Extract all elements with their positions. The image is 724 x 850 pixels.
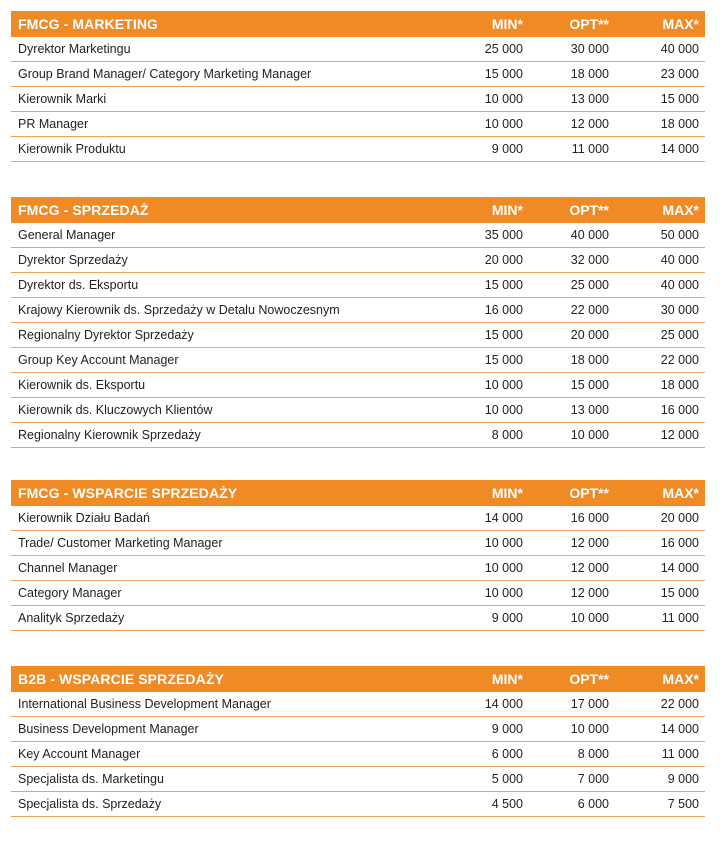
opt-value: 16 000 xyxy=(570,511,609,525)
table-header xyxy=(11,480,705,506)
max-value: 14 000 xyxy=(660,561,699,575)
max-value: 25 000 xyxy=(660,328,699,342)
min-value: 14 000 xyxy=(484,511,523,525)
position-name: Dyrektor ds. Eksportu xyxy=(18,278,139,292)
table-row xyxy=(11,606,705,631)
position-name: International Business Development Manager xyxy=(18,697,271,711)
opt-value: 12 000 xyxy=(570,117,609,131)
max-value: 20 000 xyxy=(660,511,699,525)
min-value: 15 000 xyxy=(484,353,523,367)
max-value: 50 000 xyxy=(660,228,699,242)
min-value: 6 000 xyxy=(491,747,523,761)
table-row xyxy=(11,506,705,531)
position-name: Category Manager xyxy=(18,586,122,600)
col-opt: OPT** xyxy=(569,16,609,32)
max-value: 15 000 xyxy=(660,586,699,600)
min-value: 35 000 xyxy=(484,228,523,242)
position-name: Specjalista ds. Sprzedaży xyxy=(18,797,162,811)
position-name: Channel Manager xyxy=(18,561,118,575)
min-value: 10 000 xyxy=(484,117,523,131)
max-value: 30 000 xyxy=(660,303,699,317)
table-row xyxy=(11,87,705,112)
opt-value: 15 000 xyxy=(570,378,609,392)
min-value: 9 000 xyxy=(491,611,523,625)
position-name: Group Key Account Manager xyxy=(18,353,179,367)
position-name: Key Account Manager xyxy=(18,747,141,761)
table-row xyxy=(11,62,705,87)
col-min: MIN* xyxy=(491,485,523,501)
min-value: 10 000 xyxy=(484,561,523,575)
table-row xyxy=(11,581,705,606)
opt-value: 12 000 xyxy=(570,536,609,550)
min-value: 9 000 xyxy=(491,722,523,736)
max-value: 23 000 xyxy=(660,67,699,81)
col-min: MIN* xyxy=(491,202,523,218)
opt-value: 32 000 xyxy=(570,253,609,267)
min-value: 15 000 xyxy=(484,328,523,342)
position-name: Group Brand Manager/ Category Marketing Manager xyxy=(18,67,312,81)
min-value: 4 500 xyxy=(491,797,523,811)
table-row xyxy=(11,531,705,556)
min-value: 5 000 xyxy=(491,772,523,786)
table-row xyxy=(11,692,705,717)
table-title: FMCG - WSPARCIE SPRZEDAŻY xyxy=(18,485,238,501)
min-value: 15 000 xyxy=(484,278,523,292)
opt-value: 25 000 xyxy=(570,278,609,292)
position-name: Trade/ Customer Marketing Manager xyxy=(18,536,223,550)
max-value: 14 000 xyxy=(660,142,699,156)
table-row xyxy=(11,323,705,348)
max-value: 18 000 xyxy=(660,378,699,392)
max-value: 11 000 xyxy=(661,611,699,625)
table-row xyxy=(11,137,705,162)
max-value: 16 000 xyxy=(660,536,699,550)
table-title: FMCG - MARKETING xyxy=(18,16,159,32)
position-name: Specjalista ds. Marketingu xyxy=(18,772,164,786)
opt-value: 10 000 xyxy=(570,611,609,625)
max-value: 18 000 xyxy=(660,117,699,131)
opt-value: 17 000 xyxy=(570,697,609,711)
opt-value: 10 000 xyxy=(570,722,609,736)
opt-value: 40 000 xyxy=(570,228,609,242)
min-value: 10 000 xyxy=(484,92,523,106)
table-row xyxy=(11,348,705,373)
min-value: 14 000 xyxy=(484,697,523,711)
table-row xyxy=(11,298,705,323)
table-row xyxy=(11,717,705,742)
position-name: Kierownik Marki xyxy=(18,92,107,106)
salary-table-fmcg-marketing xyxy=(11,11,705,162)
table-row xyxy=(11,373,705,398)
max-value: 40 000 xyxy=(660,278,699,292)
max-value: 14 000 xyxy=(660,722,699,736)
table-title: FMCG - SPRZEDAŻ xyxy=(18,202,149,218)
position-name: Regionalny Kierownik Sprzedaży xyxy=(18,428,201,442)
col-opt: OPT** xyxy=(569,671,609,687)
table-row xyxy=(11,742,705,767)
salary-table-fmcg-sprzedaz xyxy=(11,197,705,448)
position-name: Krajowy Kierownik ds. Sprzedaży w Detalu Nowoczesnym xyxy=(18,303,340,317)
position-name: Kierownik ds. Eksportu xyxy=(18,378,146,392)
max-value: 16 000 xyxy=(660,403,699,417)
position-name: Kierownik Produktu xyxy=(18,142,126,156)
col-max: MAX* xyxy=(662,671,699,687)
opt-value: 22 000 xyxy=(570,303,609,317)
opt-value: 12 000 xyxy=(570,586,609,600)
table-header xyxy=(11,11,705,37)
max-value: 11 000 xyxy=(661,747,699,761)
opt-value: 11 000 xyxy=(571,142,609,156)
min-value: 10 000 xyxy=(484,536,523,550)
table-row xyxy=(11,767,705,792)
table-row xyxy=(11,37,705,62)
max-value: 40 000 xyxy=(660,42,699,56)
table-row xyxy=(11,423,705,448)
table-header xyxy=(11,197,705,223)
col-min: MIN* xyxy=(491,16,523,32)
min-value: 10 000 xyxy=(484,586,523,600)
position-name: Regionalny Dyrektor Sprzedaży xyxy=(18,328,194,342)
position-name: Analityk Sprzedaży xyxy=(18,611,125,625)
opt-value: 6 000 xyxy=(577,797,609,811)
salary-table-b2b-wsparcie xyxy=(11,666,705,817)
max-value: 40 000 xyxy=(660,253,699,267)
col-max: MAX* xyxy=(662,16,699,32)
table-row xyxy=(11,398,705,423)
opt-value: 30 000 xyxy=(570,42,609,56)
opt-value: 10 000 xyxy=(570,428,609,442)
table-row xyxy=(11,273,705,298)
position-name: General Manager xyxy=(18,228,116,242)
table-row xyxy=(11,112,705,137)
table-row xyxy=(11,556,705,581)
max-value: 7 500 xyxy=(667,797,699,811)
opt-value: 12 000 xyxy=(570,561,609,575)
max-value: 22 000 xyxy=(660,353,699,367)
max-value: 22 000 xyxy=(660,697,699,711)
col-opt: OPT** xyxy=(569,202,609,218)
table-row xyxy=(11,223,705,248)
opt-value: 18 000 xyxy=(570,67,609,81)
min-value: 9 000 xyxy=(491,142,523,156)
position-name: Dyrektor Marketingu xyxy=(18,42,131,56)
opt-value: 20 000 xyxy=(570,328,609,342)
opt-value: 13 000 xyxy=(570,92,609,106)
position-name: Dyrektor Sprzedaży xyxy=(18,253,128,267)
position-name: PR Manager xyxy=(18,117,89,131)
position-name: Kierownik Działu Badań xyxy=(18,511,151,525)
opt-value: 18 000 xyxy=(570,353,609,367)
opt-value: 8 000 xyxy=(577,747,609,761)
table-title: B2B - WSPARCIE SPRZEDAŻY xyxy=(18,671,224,687)
max-value: 9 000 xyxy=(667,772,699,786)
min-value: 16 000 xyxy=(484,303,523,317)
position-name: Kierownik ds. Kluczowych Klientów xyxy=(18,403,213,417)
col-max: MAX* xyxy=(662,485,699,501)
col-opt: OPT** xyxy=(569,485,609,501)
table-header xyxy=(11,666,705,692)
min-value: 10 000 xyxy=(484,378,523,392)
max-value: 12 000 xyxy=(660,428,699,442)
opt-value: 13 000 xyxy=(570,403,609,417)
opt-value: 7 000 xyxy=(577,772,609,786)
salary-table-fmcg-wsparcie xyxy=(11,480,705,631)
col-min: MIN* xyxy=(491,671,523,687)
min-value: 25 000 xyxy=(484,42,523,56)
table-row xyxy=(11,792,705,817)
table-row xyxy=(11,248,705,273)
min-value: 15 000 xyxy=(484,67,523,81)
min-value: 20 000 xyxy=(484,253,523,267)
max-value: 15 000 xyxy=(660,92,699,106)
min-value: 8 000 xyxy=(491,428,523,442)
position-name: Business Development Manager xyxy=(18,722,199,736)
min-value: 10 000 xyxy=(484,403,523,417)
col-max: MAX* xyxy=(662,202,699,218)
